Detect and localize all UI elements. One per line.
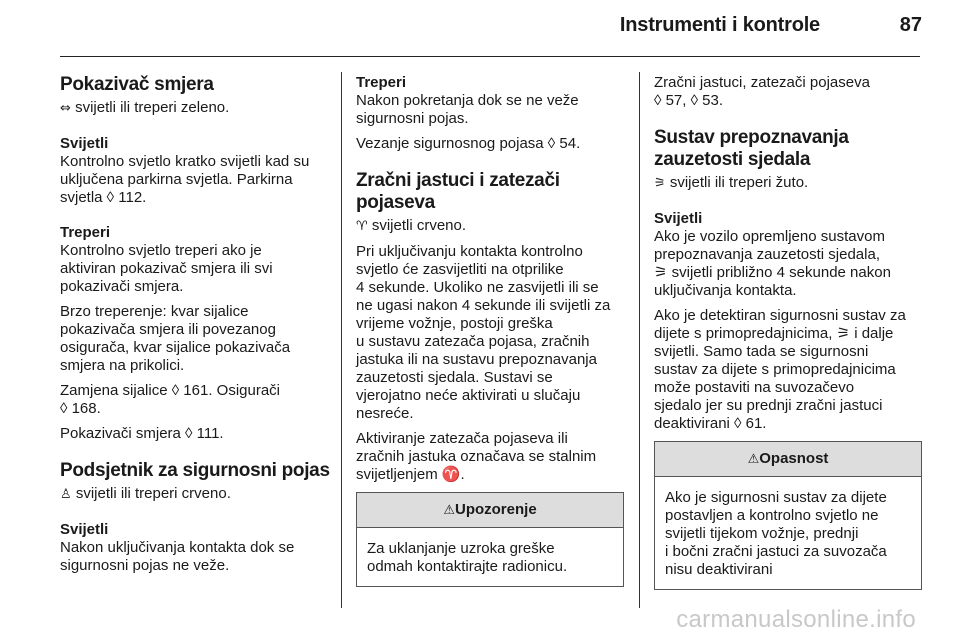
- danger-box-header: ⚠Opasnost: [655, 442, 921, 477]
- warning-box-header: ⚠Upozorenje: [357, 493, 623, 528]
- warning-triangle-icon: ⚠: [443, 503, 455, 518]
- subheading: Svijetli: [60, 521, 109, 538]
- warning-box: [356, 492, 624, 587]
- seat-occupancy-icon: ⚞: [654, 176, 666, 191]
- column-3: [654, 74, 922, 590]
- paragraph: Nakon uključivanja kontakta dok se sigurnosni pojas ne veže.: [60, 539, 295, 574]
- paragraph: Ako je detektiran sigurnosni sustav za dijete s primopredajnicima, ⚞ i dalje svijetli. Samo tada se sigurnosni sustav za dijete s primopredajnicima može postaviti na suvozačevo sjedalo jer su prednji zračni jastuci deaktivirani ◊ 61.: [654, 307, 906, 432]
- section-heading-seat-occupancy: Sustav prepoznavanja zauzetosti sjedala: [654, 127, 849, 170]
- subheading: Svijetli: [60, 135, 109, 152]
- column-2: [356, 74, 624, 587]
- warning-triangle-icon: ⚠: [747, 452, 760, 467]
- column-1: [60, 74, 332, 582]
- subheading: Svijetli: [654, 210, 703, 227]
- paragraph: ⚞ svijetli ili treperi žuto.: [654, 174, 809, 191]
- paragraph: Pokazivači smjera ◊ 111.: [60, 425, 224, 442]
- subheading: Treperi: [356, 74, 407, 91]
- column-divider: [341, 72, 342, 608]
- watermark: carmanualsonline.info: [676, 606, 916, 633]
- paragraph: ♈ svijetli crveno.: [356, 217, 467, 234]
- paragraph: Zamjena sijalice ◊ 161. Osigurači ◊ 168.: [60, 382, 281, 417]
- paragraph: Aktiviranje zatezača pojaseva ili zračnih jastuka označava se stalnim svijetljenjem ♈.: [356, 430, 597, 483]
- header-rule: [60, 56, 920, 57]
- paragraph: Brzo treperenje: kvar sijalice pokazivača smjera ili povezanog osigurača, kvar sijalice pokazivača smjera na prikolici.: [60, 303, 291, 374]
- paragraph: Ako je vozilo opremljeno sustavom prepoznavanja zauzetosti sjedala, ⚞ svijetli približno 4 sekunde nakon uključivanja kontakta.: [654, 228, 891, 299]
- danger-box-body: Ako je sigurnosni sustav za dijete postavljen a kontrolno svjetlo ne svijetli tijekom vožnje, prednji i bočni zračni jastuci za suvozača nisu deaktivirani: [665, 489, 887, 578]
- subheading: Treperi: [60, 224, 111, 241]
- page-header-title: Instrumenti i kontrole: [619, 14, 820, 36]
- section-heading-turn-signal: Pokazivač smjera: [60, 74, 214, 95]
- column-divider: [639, 72, 640, 608]
- paragraph: Kontrolno svjetlo treperi ako je aktiviran pokazivač smjera ili svi pokazivači smjera.: [60, 242, 273, 295]
- airbag-icon: ♈: [356, 219, 368, 234]
- section-heading-seatbelt-reminder: Podsjetnik za sigurnosni pojas: [60, 460, 330, 481]
- warning-box-body: Za uklanjanje uzroka greške odmah kontaktirajte radionicu.: [367, 540, 568, 575]
- turn-signal-icon: ⇔: [60, 101, 71, 116]
- paragraph: ♙ svijetli ili treperi crveno.: [60, 485, 231, 502]
- page-number: 87: [899, 14, 922, 36]
- danger-box: [654, 441, 922, 590]
- paragraph: Zračni jastuci, zatezači pojaseva ◊ 57, ◊ 53.: [654, 74, 870, 109]
- paragraph: Pri uključivanju kontakta kontrolno svjetlo će zasvijetliti na otprilike 4 sekunde. Ukoliko ne zasvijetli ili se ne ugasi nakon 4 sekunde ili svijetli za vrijeme vožnje, postoji greška u sustavu zatezača pojasa, zračnih jastuka ili na sustavu prepoznavanja zauzetosti sjedala. Sustavi se vjerojatno neće aktivirati u slučaju nesreće.: [356, 243, 611, 422]
- paragraph: Kontrolno svjetlo kratko svijetli kad su uključena parkirna svjetla. Parkirna svjetla ◊ 112.: [60, 153, 310, 206]
- paragraph: Nakon pokretanja dok se ne veže sigurnosni pojas.: [356, 92, 579, 127]
- section-heading-airbags: Zračni jastuci i zatezači pojaseva: [356, 170, 560, 213]
- seatbelt-icon: ♙: [60, 487, 72, 502]
- paragraph: ⇔ svijetli ili treperi zeleno.: [60, 99, 230, 116]
- paragraph: Vezanje sigurnosnog pojasa ◊ 54.: [356, 135, 581, 152]
